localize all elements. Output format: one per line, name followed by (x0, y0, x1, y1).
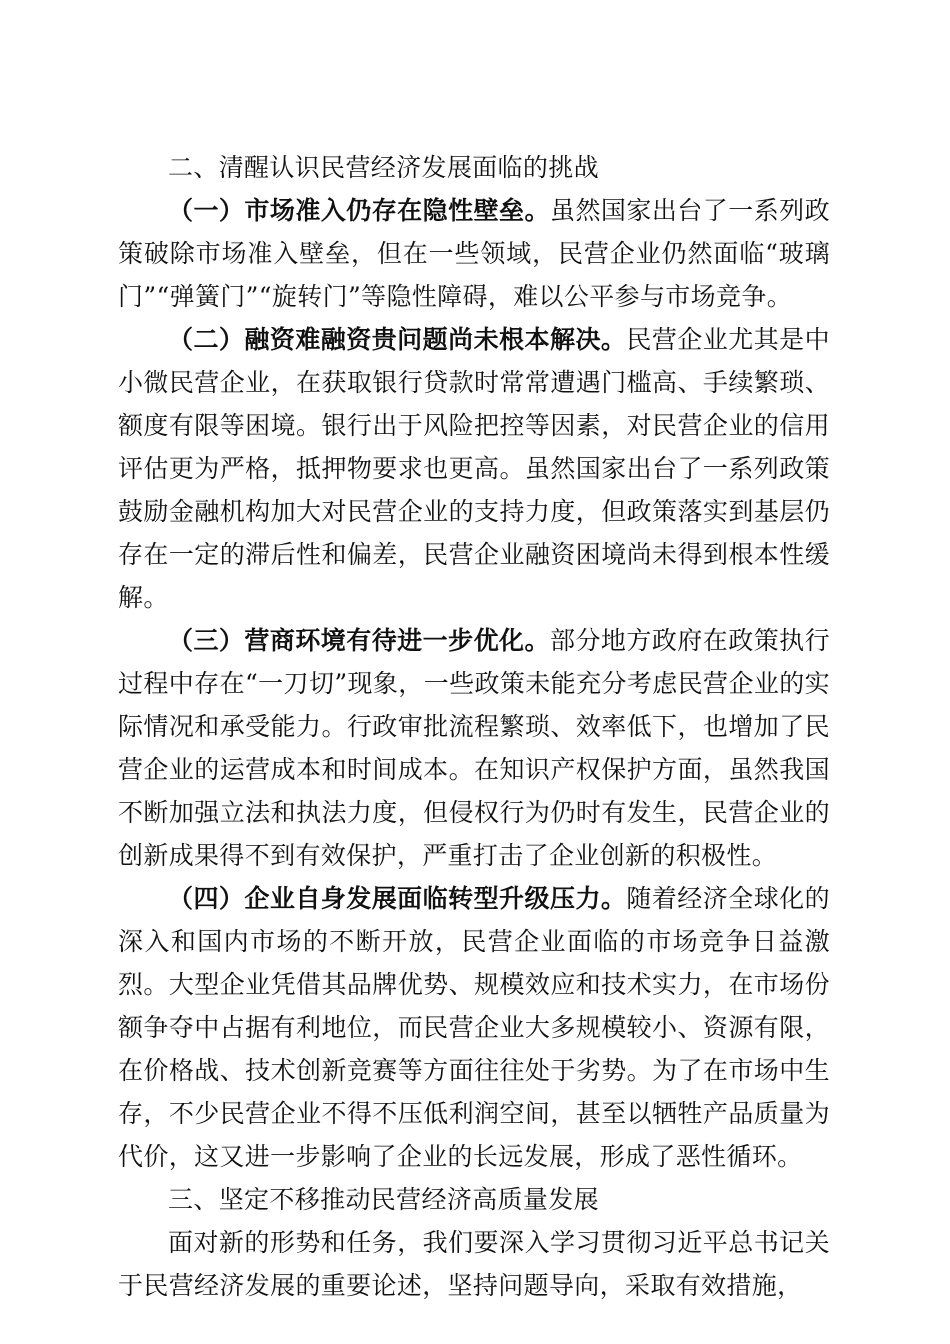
paragraph-lead: （三）营商环境有待进一步优化。 (168, 626, 550, 655)
paragraph-development-intro: 面对新的形势和任务，我们要深入学习贯彻习近平总书记关于民营经济发展的重要论述，坚持问题导向，采取有效措施， (118, 1228, 830, 1300)
document-body (118, 146, 830, 1307)
paragraph-lead: （一）市场准入仍存在隐性壁垒。 (168, 196, 550, 225)
section-heading-development: 三、坚定不移推动民营经济高质量发展 (168, 1185, 599, 1214)
paragraph-financing (118, 318, 830, 619)
paragraph-text: 虽然国家出台了一系列政策破除市场准入壁垒，但在一些领域，民营企业仍然面临“玻璃门”“弹簧门”“旋转门”等隐性障碍，难以公平参与市场竞争。 (118, 196, 830, 311)
paragraph-lead: （四）企业自身发展面临转型升级压力。 (168, 884, 627, 913)
paragraph-lead: （二）融资难融资贵问题尚未根本解决。 (168, 325, 627, 354)
paragraph-text: 随着经济全球化的深入和国内市场的不断开放，民营企业面临的市场竞争日益激烈。大型企业凭借其品牌优势、规模效应和技术实力，在市场份额争夺中占据有利地位，而民营企业大多规模较小、资源有限，在价格战、技术创新竞赛等方面往往处于劣势。为了在市场中生存，不少民营企业不得不压低利润空间，甚至以牺牲产品质量为代价，这又进一步影响了企业的长远发展，形成了恶性循环。 (118, 884, 830, 1171)
paragraph-market-access (118, 189, 830, 318)
paragraph-transformation (118, 877, 830, 1178)
paragraph-business-environment (118, 619, 830, 877)
section-heading-challenges: 二、清醒认识民营经济发展面临的挑战 (168, 153, 599, 182)
paragraph-text: 部分地方政府在政策执行过程中存在“一刀切”现象，一些政策未能充分考虑民营企业的实际情况和承受能力。行政审批流程繁琐、效率低下，也增加了民营企业的运营成本和时间成本。在知识产权保护方面，虽然我国不断加强立法和执法力度，但侵权行为仍时有发生，民营企业的创新成果得不到有效保护，严重打击了企业创新的积极性。 (118, 626, 830, 870)
paragraph-text: 民营企业尤其是中小微民营企业，在获取银行贷款时常常遭遇门槛高、手续繁琐、额度有限等困境。银行出于风险把控等因素，对民营企业的信用评估更为严格，抵押物要求也更高。虽然国家出台了一系列政策鼓励金融机构加大对民营企业的支持力度，但政策落实到基层仍存在一定的滞后性和偏差，民营企业融资困境尚未得到根本性缓解。 (118, 325, 830, 612)
